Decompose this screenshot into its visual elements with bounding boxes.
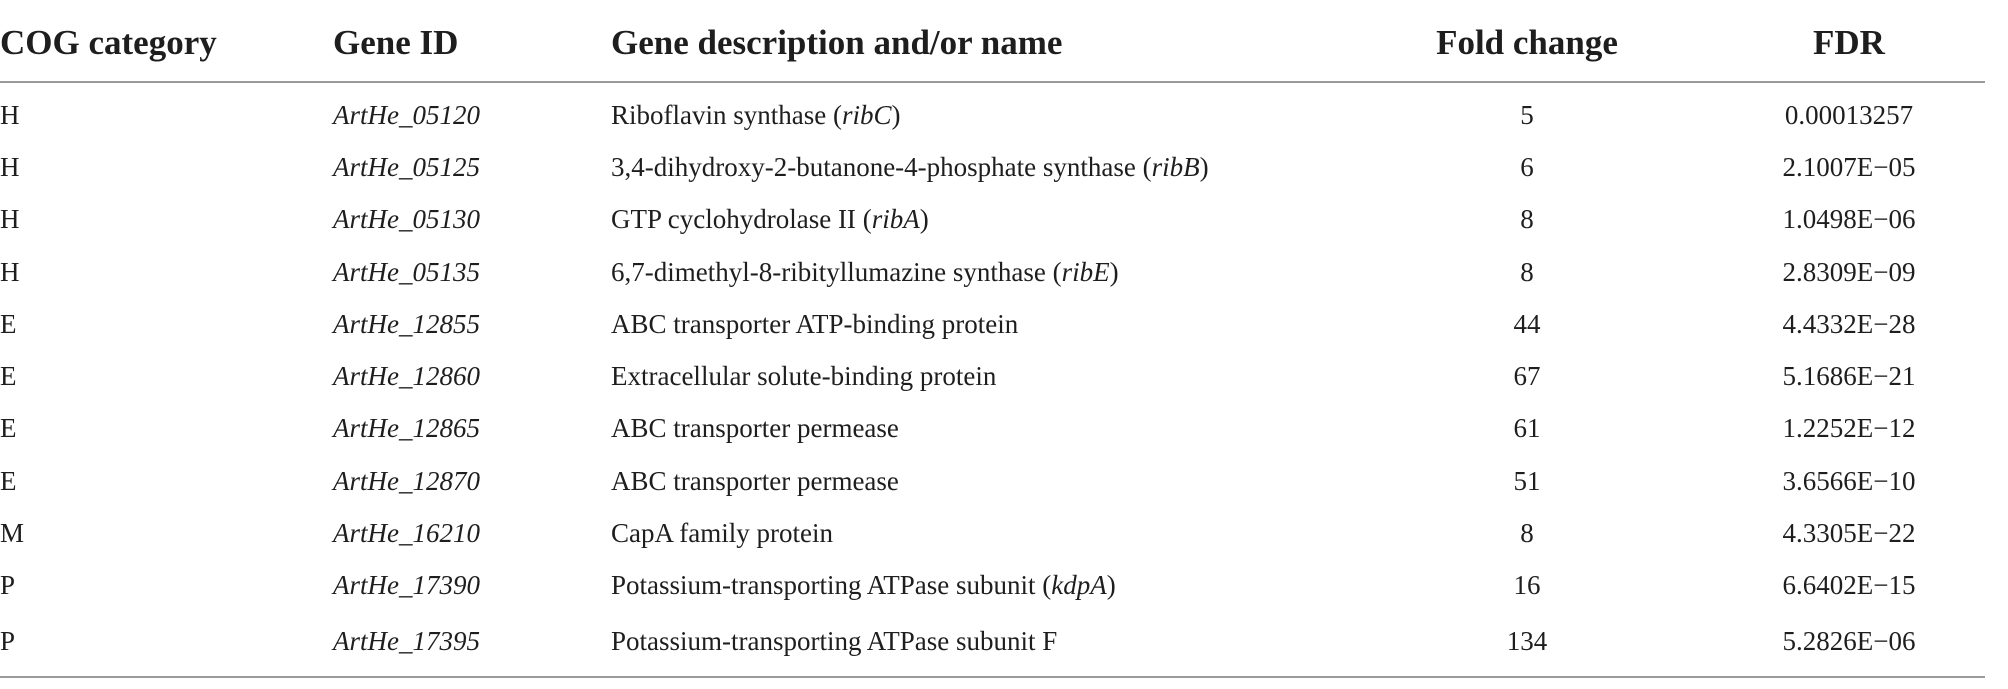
cell-gene-description: 6,7-dimethyl-8-ribityllumazine synthase (ribE)	[611, 256, 1119, 287]
gene-name: ribB	[1151, 151, 1200, 182]
cell-cog-category: E	[0, 465, 17, 496]
header-fdr: FDR	[1713, 0, 1985, 82]
cell-gene-id: ArtHe_05135	[333, 256, 480, 287]
table-row	[0, 403, 1985, 455]
cell-cog-category: H	[0, 204, 20, 235]
gene-description-text: Potassium-transporting ATPase subunit F	[611, 626, 1058, 657]
gene-description-text: 6,7-dimethyl-8-ribityllumazine synthase	[611, 256, 1046, 287]
cell-fold-change: 61	[1513, 413, 1541, 444]
cell-fdr: 1.2252E−12	[1782, 413, 1916, 444]
cell-cog-category: H	[0, 151, 20, 182]
cell-fdr: 1.0498E−06	[1782, 204, 1916, 235]
cell-fdr: 2.8309E−09	[1782, 256, 1916, 287]
cell-cog-category: H	[0, 99, 20, 130]
cell-gene-description	[611, 612, 1341, 677]
cell-gene-id: ArtHe_12855	[333, 308, 480, 339]
gene-description-text: GTP cyclohydrolase II	[611, 204, 856, 235]
gene-description-text: Riboflavin synthase	[611, 99, 827, 130]
table-body	[0, 82, 1985, 677]
cell-fdr: 4.3305E−22	[1782, 518, 1916, 549]
gene-description-text: Potassium-transporting ATPase subunit	[611, 570, 1036, 601]
cell-gene-id: ArtHe_17390	[333, 570, 480, 601]
gene-description-text: ABC transporter ATP-binding protein	[611, 308, 1019, 339]
table-row	[0, 507, 1985, 559]
table-row	[0, 141, 1985, 193]
header-fold-change: Fold change	[1341, 0, 1713, 82]
cell-gene-description	[611, 298, 1341, 350]
gene-name: kdpA	[1051, 570, 1107, 601]
cell-cog-category: P	[0, 612, 333, 677]
cell-fold-change: 5	[1520, 99, 1534, 130]
gene-name: ribC	[841, 99, 892, 130]
cell-fold-change: 8	[1520, 518, 1534, 549]
header-gene-description: Gene description and/or name	[611, 0, 1341, 82]
table-row	[0, 612, 1985, 677]
cell-gene-id: ArtHe_12865	[333, 413, 480, 444]
table-header	[0, 0, 1985, 82]
cell-fold-change: 67	[1513, 361, 1541, 392]
table-row	[0, 455, 1985, 507]
gene-name: ribE	[1061, 256, 1110, 287]
cell-gene-id: ArtHe_05120	[333, 99, 480, 130]
table-row	[0, 298, 1985, 350]
cell-gene-id: ArtHe_05130	[333, 204, 480, 235]
gene-description-text: Extracellular solute-binding protein	[611, 361, 997, 392]
cell-fold-change: 8	[1520, 204, 1534, 235]
cell-gene-description	[611, 507, 1341, 559]
header-gene-id: Gene ID	[333, 0, 611, 82]
cell-fdr: 0.00013257	[1784, 99, 1914, 130]
cell-gene-id: ArtHe_16210	[333, 518, 480, 549]
cell-cog-category: E	[0, 361, 17, 392]
cell-gene-description	[611, 403, 1341, 455]
cell-gene-description: GTP cyclohydrolase II (ribA)	[611, 204, 929, 235]
gene-description-text: CapA family protein	[611, 518, 833, 549]
cell-gene-description: Potassium-transporting ATPase subunit (kdpA)	[611, 570, 1116, 601]
table-row	[0, 194, 1985, 246]
cell-fdr: 5.2826E−06	[1713, 612, 1985, 677]
header-cog-category: COG category	[0, 0, 333, 82]
cell-fold-change: 6	[1520, 151, 1534, 182]
cell-fdr: 4.4332E−28	[1782, 308, 1916, 339]
table-row	[0, 82, 1985, 141]
cell-gene-id: ArtHe_12870	[333, 465, 480, 496]
cell-fold-change: 44	[1513, 308, 1541, 339]
gene-description-text: ABC transporter permease	[611, 413, 899, 444]
cell-fold-change: 51	[1513, 465, 1541, 496]
cell-cog-category: E	[0, 308, 17, 339]
gene-description-text: ABC transporter permease	[611, 465, 899, 496]
cell-fdr: 5.1686E−21	[1782, 361, 1916, 392]
cell-gene-description: 3,4-dihydroxy-2-butanone-4-phosphate synthase (ribB)	[611, 151, 1209, 182]
cell-gene-description: Riboflavin synthase (ribC)	[611, 99, 901, 130]
cell-fold-change: 8	[1520, 256, 1534, 287]
cell-gene-id: ArtHe_12860	[333, 361, 480, 392]
cell-gene-id: ArtHe_17395	[333, 612, 611, 677]
cell-cog-category: E	[0, 413, 17, 444]
cell-fdr: 2.1007E−05	[1782, 151, 1916, 182]
cell-gene-description	[611, 350, 1341, 402]
gene-name: ribA	[871, 204, 920, 235]
cell-fdr: 6.6402E−15	[1782, 570, 1916, 601]
cell-cog-category: M	[0, 518, 25, 549]
header-row	[0, 0, 1985, 82]
cell-cog-category: P	[0, 570, 16, 601]
gene-description-text: 3,4-dihydroxy-2-butanone-4-phosphate synthase	[611, 151, 1136, 182]
cell-gene-description	[611, 455, 1341, 507]
table-row	[0, 246, 1985, 298]
cell-gene-id: ArtHe_05125	[333, 151, 480, 182]
cell-fdr: 3.6566E−10	[1782, 465, 1916, 496]
cell-fold-change: 16	[1513, 570, 1541, 601]
cell-fold-change: 134	[1341, 612, 1713, 677]
table-row	[0, 350, 1985, 402]
table-row	[0, 560, 1985, 612]
cell-cog-category: H	[0, 256, 20, 287]
